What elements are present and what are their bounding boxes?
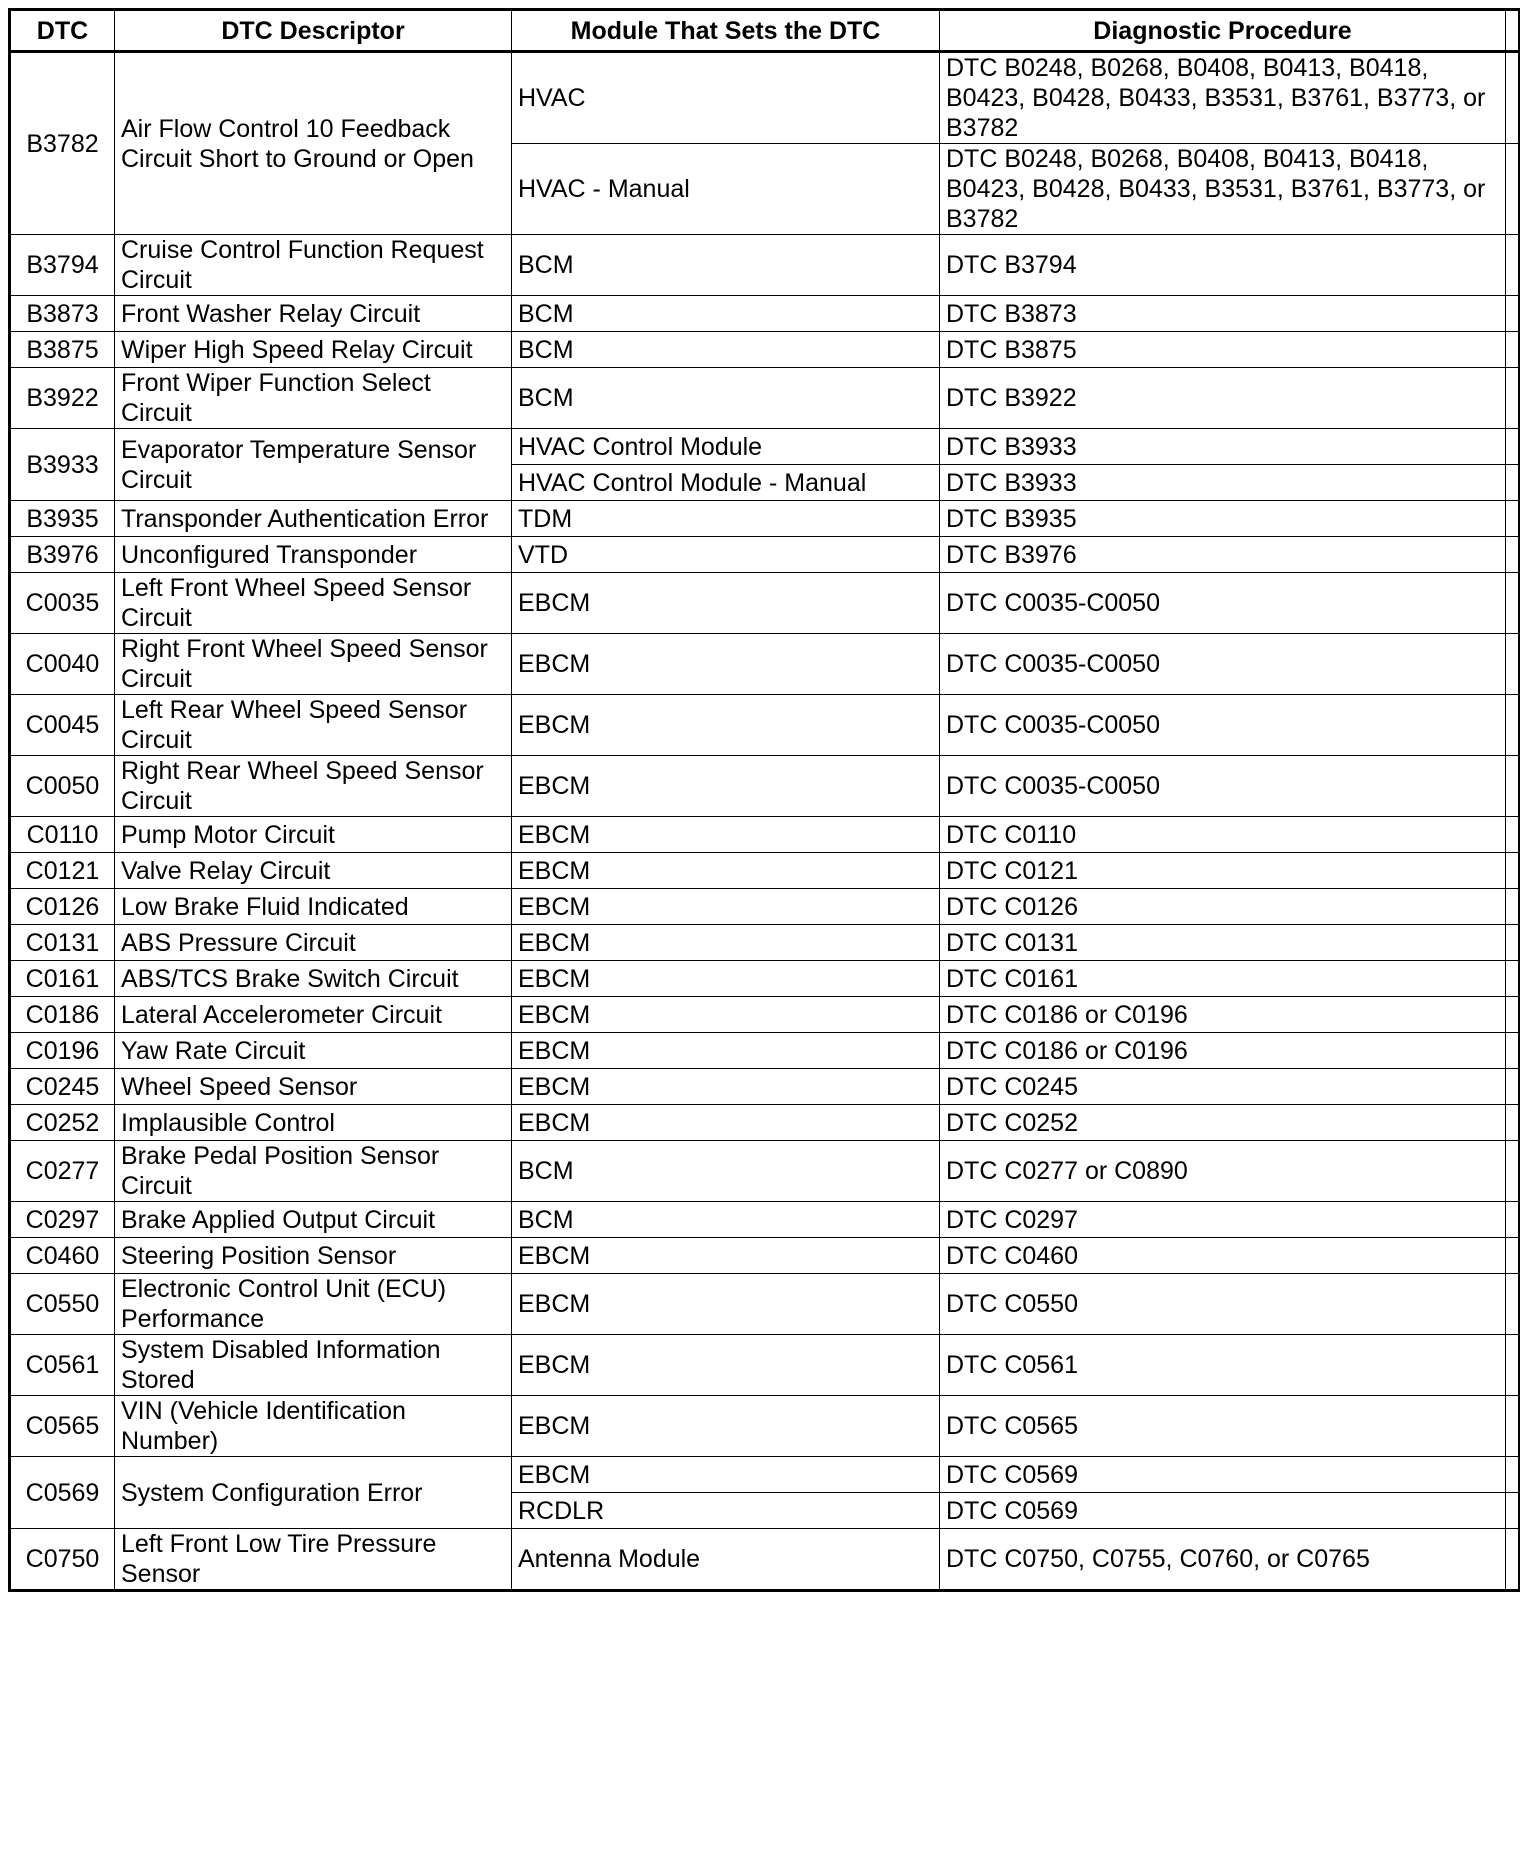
table-row — [10, 634, 1520, 695]
diagnostic-procedure-cell: DTC C0186 or C0196 — [940, 997, 1506, 1033]
module-cell: EBCM — [512, 756, 940, 817]
dtc-code-cell: C0121 — [10, 853, 115, 889]
row-spacer-cell — [1506, 52, 1520, 144]
row-spacer-cell — [1506, 889, 1520, 925]
header-dtc-descriptor: DTC Descriptor — [115, 10, 512, 52]
dtc-code-cell: C0040 — [10, 634, 115, 695]
table-row — [10, 52, 1520, 144]
row-spacer-cell — [1506, 961, 1520, 997]
diagnostic-procedure-cell: DTC C0561 — [940, 1335, 1506, 1396]
row-spacer-cell — [1506, 296, 1520, 332]
row-spacer-cell — [1506, 1493, 1520, 1529]
row-spacer-cell — [1506, 501, 1520, 537]
table-row — [10, 1396, 1520, 1457]
dtc-code-cell: B3935 — [10, 501, 115, 537]
module-cell: EBCM — [512, 1396, 940, 1457]
dtc-code-cell: C0245 — [10, 1069, 115, 1105]
diagnostic-procedure-cell: DTC C0131 — [940, 925, 1506, 961]
dtc-code-cell: C0131 — [10, 925, 115, 961]
table-row — [10, 1105, 1520, 1141]
dtc-descriptor-cell: Left Rear Wheel Speed Sensor Circuit — [115, 695, 512, 756]
diagnostic-procedure-cell: DTC C0161 — [940, 961, 1506, 997]
module-cell: BCM — [512, 1202, 940, 1238]
module-cell: EBCM — [512, 1335, 940, 1396]
table-row — [10, 1335, 1520, 1396]
dtc-code-cell: B3933 — [10, 429, 115, 501]
row-spacer-cell — [1506, 634, 1520, 695]
dtc-descriptor-cell: Right Rear Wheel Speed Sensor Circuit — [115, 756, 512, 817]
dtc-code-cell: C0297 — [10, 1202, 115, 1238]
header-dtc: DTC — [10, 10, 115, 52]
diagnostic-procedure-cell: DTC C0750, C0755, C0760, or C0765 — [940, 1529, 1506, 1591]
dtc-descriptor-cell: Left Front Wheel Speed Sensor Circuit — [115, 573, 512, 634]
diagnostic-procedure-cell: DTC B3976 — [940, 537, 1506, 573]
table-row — [10, 1274, 1520, 1335]
table-row — [10, 1033, 1520, 1069]
diagnostic-procedure-cell: DTC B3875 — [940, 332, 1506, 368]
table-header-row — [10, 10, 1520, 52]
diagnostic-procedure-cell: DTC B3794 — [940, 235, 1506, 296]
table-row — [10, 961, 1520, 997]
row-spacer-cell — [1506, 1105, 1520, 1141]
module-cell: EBCM — [512, 634, 940, 695]
dtc-descriptor-cell: Evaporator Temperature Sensor Circuit — [115, 429, 512, 501]
module-cell: HVAC — [512, 52, 940, 144]
table-row — [10, 332, 1520, 368]
module-cell: EBCM — [512, 1238, 940, 1274]
dtc-descriptor-cell: Right Front Wheel Speed Sensor Circuit — [115, 634, 512, 695]
row-spacer-cell — [1506, 537, 1520, 573]
diagnostic-procedure-cell: DTC B3922 — [940, 368, 1506, 429]
dtc-code-cell: C0565 — [10, 1396, 115, 1457]
module-cell: HVAC - Manual — [512, 144, 940, 235]
dtc-descriptor-cell: Unconfigured Transponder — [115, 537, 512, 573]
dtc-code-cell: C0252 — [10, 1105, 115, 1141]
dtc-code-cell: C0561 — [10, 1335, 115, 1396]
module-cell: BCM — [512, 368, 940, 429]
table-row — [10, 296, 1520, 332]
dtc-code-cell: C0186 — [10, 997, 115, 1033]
module-cell: HVAC Control Module — [512, 429, 940, 465]
diagnostic-procedure-cell: DTC B3873 — [940, 296, 1506, 332]
diagnostic-procedure-cell: DTC C0565 — [940, 1396, 1506, 1457]
header-diagnostic-procedure: Diagnostic Procedure — [940, 10, 1506, 52]
dtc-code-cell: C0550 — [10, 1274, 115, 1335]
diagnostic-procedure-cell: DTC C0035-C0050 — [940, 695, 1506, 756]
table-row — [10, 1069, 1520, 1105]
dtc-descriptor-cell: Air Flow Control 10 Feedback Circuit Short to Ground or Open — [115, 52, 512, 235]
diagnostic-procedure-cell: DTC B3933 — [940, 429, 1506, 465]
dtc-descriptor-cell: Front Wiper Function Select Circuit — [115, 368, 512, 429]
row-spacer-cell — [1506, 817, 1520, 853]
module-cell: EBCM — [512, 925, 940, 961]
dtc-descriptor-cell: Transponder Authentication Error — [115, 501, 512, 537]
module-cell: EBCM — [512, 817, 940, 853]
dtc-descriptor-cell: VIN (Vehicle Identification Number) — [115, 1396, 512, 1457]
dtc-code-cell: B3976 — [10, 537, 115, 573]
row-spacer-cell — [1506, 695, 1520, 756]
diagnostic-procedure-cell: DTC B3933 — [940, 465, 1506, 501]
module-cell: Antenna Module — [512, 1529, 940, 1591]
module-cell: HVAC Control Module - Manual — [512, 465, 940, 501]
module-cell: EBCM — [512, 573, 940, 634]
module-cell: EBCM — [512, 889, 940, 925]
dtc-descriptor-cell: System Configuration Error — [115, 1457, 512, 1529]
table-row — [10, 537, 1520, 573]
row-spacer-cell — [1506, 1396, 1520, 1457]
table-row — [10, 501, 1520, 537]
module-cell: BCM — [512, 296, 940, 332]
table-row — [10, 889, 1520, 925]
dtc-descriptor-cell: Brake Applied Output Circuit — [115, 1202, 512, 1238]
module-cell: EBCM — [512, 997, 940, 1033]
dtc-code-cell: C0110 — [10, 817, 115, 853]
dtc-descriptor-cell: Brake Pedal Position Sensor Circuit — [115, 1141, 512, 1202]
diagnostic-procedure-cell: DTC C0121 — [940, 853, 1506, 889]
dtc-code-cell: C0460 — [10, 1238, 115, 1274]
dtc-descriptor-cell: Yaw Rate Circuit — [115, 1033, 512, 1069]
diagnostic-procedure-cell: DTC C0245 — [940, 1069, 1506, 1105]
row-spacer-cell — [1506, 925, 1520, 961]
diagnostic-procedure-cell: DTC C0110 — [940, 817, 1506, 853]
module-cell: VTD — [512, 537, 940, 573]
diagnostic-procedure-cell: DTC C0035-C0050 — [940, 634, 1506, 695]
table-row — [10, 235, 1520, 296]
dtc-descriptor-cell: Cruise Control Function Request Circuit — [115, 235, 512, 296]
dtc-descriptor-cell: ABS/TCS Brake Switch Circuit — [115, 961, 512, 997]
dtc-code-cell: B3794 — [10, 235, 115, 296]
dtc-code-cell: B3782 — [10, 52, 115, 235]
dtc-code-cell: C0045 — [10, 695, 115, 756]
row-spacer-cell — [1506, 429, 1520, 465]
dtc-descriptor-cell: Front Washer Relay Circuit — [115, 296, 512, 332]
dtc-descriptor-cell: Low Brake Fluid Indicated — [115, 889, 512, 925]
header-spacer — [1506, 10, 1520, 52]
row-spacer-cell — [1506, 997, 1520, 1033]
row-spacer-cell — [1506, 1335, 1520, 1396]
module-cell: EBCM — [512, 1274, 940, 1335]
table-row — [10, 1529, 1520, 1591]
module-cell: EBCM — [512, 695, 940, 756]
module-cell: RCDLR — [512, 1493, 940, 1529]
row-spacer-cell — [1506, 1141, 1520, 1202]
diagnostic-procedure-cell: DTC C0297 — [940, 1202, 1506, 1238]
table-body — [10, 52, 1520, 1591]
diagnostic-procedure-cell: DTC C0252 — [940, 1105, 1506, 1141]
dtc-descriptor-cell: System Disabled Information Stored — [115, 1335, 512, 1396]
table-row — [10, 925, 1520, 961]
dtc-descriptor-cell: ABS Pressure Circuit — [115, 925, 512, 961]
row-spacer-cell — [1506, 1238, 1520, 1274]
diagnostic-procedure-cell: DTC C0550 — [940, 1274, 1506, 1335]
diagnostic-procedure-cell: DTC C0186 or C0196 — [940, 1033, 1506, 1069]
diagnostic-procedure-cell: DTC C0277 or C0890 — [940, 1141, 1506, 1202]
table-row — [10, 997, 1520, 1033]
header-module: Module That Sets the DTC — [512, 10, 940, 52]
row-spacer-cell — [1506, 235, 1520, 296]
dtc-code-cell: C0569 — [10, 1457, 115, 1529]
dtc-descriptor-cell: Lateral Accelerometer Circuit — [115, 997, 512, 1033]
dtc-descriptor-cell: Steering Position Sensor — [115, 1238, 512, 1274]
dtc-code-cell: C0277 — [10, 1141, 115, 1202]
dtc-code-cell: B3875 — [10, 332, 115, 368]
module-cell: BCM — [512, 332, 940, 368]
row-spacer-cell — [1506, 1069, 1520, 1105]
row-spacer-cell — [1506, 1202, 1520, 1238]
table-row — [10, 368, 1520, 429]
dtc-code-cell: B3922 — [10, 368, 115, 429]
diagnostic-procedure-cell: DTC C0569 — [940, 1493, 1506, 1529]
table-row — [10, 1141, 1520, 1202]
row-spacer-cell — [1506, 1033, 1520, 1069]
diagnostic-procedure-cell: DTC B3935 — [940, 501, 1506, 537]
dtc-code-cell: B3873 — [10, 296, 115, 332]
dtc-descriptor-cell: Left Front Low Tire Pressure Sensor — [115, 1529, 512, 1591]
module-cell: BCM — [512, 235, 940, 296]
dtc-code-cell: C0126 — [10, 889, 115, 925]
table-row — [10, 573, 1520, 634]
module-cell: BCM — [512, 1141, 940, 1202]
module-cell: TDM — [512, 501, 940, 537]
module-cell: EBCM — [512, 853, 940, 889]
dtc-descriptor-cell: Wiper High Speed Relay Circuit — [115, 332, 512, 368]
table-row — [10, 756, 1520, 817]
dtc-descriptor-cell: Wheel Speed Sensor — [115, 1069, 512, 1105]
table-row — [10, 1457, 1520, 1493]
dtc-descriptor-cell: Implausible Control — [115, 1105, 512, 1141]
table-row — [10, 853, 1520, 889]
dtc-code-cell: C0196 — [10, 1033, 115, 1069]
row-spacer-cell — [1506, 853, 1520, 889]
diagnostic-procedure-cell: DTC C0460 — [940, 1238, 1506, 1274]
row-spacer-cell — [1506, 756, 1520, 817]
diagnostic-procedure-cell: DTC C0035-C0050 — [940, 756, 1506, 817]
row-spacer-cell — [1506, 368, 1520, 429]
row-spacer-cell — [1506, 1529, 1520, 1591]
module-cell: EBCM — [512, 1069, 940, 1105]
diagnostic-procedure-cell: DTC C0569 — [940, 1457, 1506, 1493]
module-cell: EBCM — [512, 1033, 940, 1069]
table-row — [10, 817, 1520, 853]
table-row — [10, 429, 1520, 465]
dtc-descriptor-cell: Pump Motor Circuit — [115, 817, 512, 853]
module-cell: EBCM — [512, 1105, 940, 1141]
dtc-code-cell: C0750 — [10, 1529, 115, 1591]
dtc-code-cell: C0035 — [10, 573, 115, 634]
diagnostic-procedure-cell: DTC B0248, B0268, B0408, B0413, B0418, B0423, B0428, B0433, B3531, B3761, B3773, or B3782 — [940, 52, 1506, 144]
dtc-code-cell: C0050 — [10, 756, 115, 817]
row-spacer-cell — [1506, 332, 1520, 368]
module-cell: EBCM — [512, 961, 940, 997]
row-spacer-cell — [1506, 1274, 1520, 1335]
dtc-code-cell: C0161 — [10, 961, 115, 997]
row-spacer-cell — [1506, 573, 1520, 634]
table-row — [10, 1238, 1520, 1274]
diagnostic-procedure-cell: DTC B0248, B0268, B0408, B0413, B0418, B0423, B0428, B0433, B3531, B3761, B3773, or B3782 — [940, 144, 1506, 235]
dtc-table — [8, 8, 1520, 1592]
row-spacer-cell — [1506, 144, 1520, 235]
table-row — [10, 695, 1520, 756]
table-row — [10, 1202, 1520, 1238]
dtc-descriptor-cell: Valve Relay Circuit — [115, 853, 512, 889]
row-spacer-cell — [1506, 465, 1520, 501]
diagnostic-procedure-cell: DTC C0035-C0050 — [940, 573, 1506, 634]
dtc-descriptor-cell: Electronic Control Unit (ECU) Performance — [115, 1274, 512, 1335]
row-spacer-cell — [1506, 1457, 1520, 1493]
module-cell: EBCM — [512, 1457, 940, 1493]
diagnostic-procedure-cell: DTC C0126 — [940, 889, 1506, 925]
